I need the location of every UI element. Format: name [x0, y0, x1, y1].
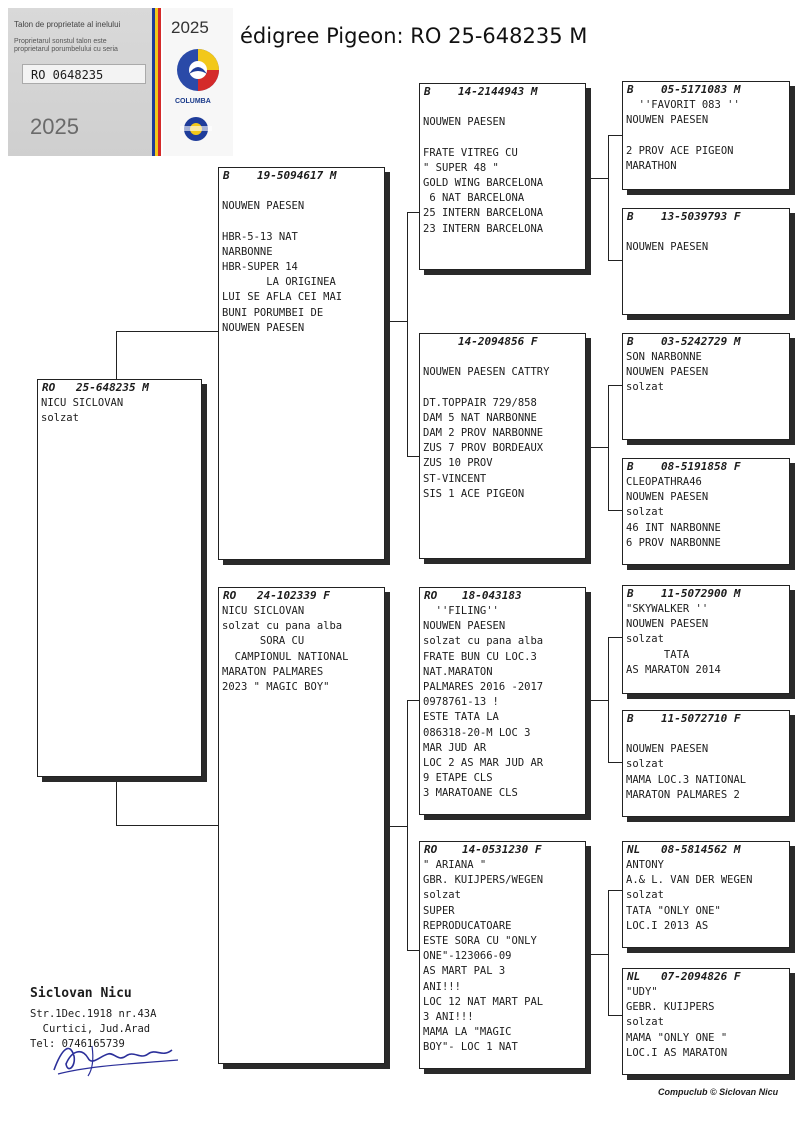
connector	[586, 447, 608, 448]
pigeon-detail-line: PALMARES 2016 -2017	[423, 680, 544, 693]
pigeon-card-5	[419, 587, 586, 815]
pigeon-card-10	[622, 458, 790, 565]
pigeon-detail-line: TATA "ONLY ONE"	[626, 904, 721, 917]
pigeon-header	[42, 381, 197, 395]
pigeon-country: B	[627, 83, 634, 96]
pigeon-detail-line: MAMA "ONLY ONE "	[626, 1031, 728, 1044]
pigeon-detail-line: NOUWEN PAESEN	[626, 366, 709, 379]
pigeon-detail-line: ''FAVORIT 083 ''	[626, 99, 740, 111]
pigeon-detail-line: NOUWEN PAESEN	[222, 200, 305, 213]
pigeon-detail-line: NOUWEN PAESEN CATTRY	[423, 366, 550, 379]
pigeon-detail-line: MAMA LOC.3 NATIONAL	[626, 773, 747, 786]
pigeon-detail-line: 2 PROV ACE PIGEON	[626, 144, 734, 157]
pigeon-country: B	[627, 335, 634, 348]
pigeon-header	[627, 843, 785, 857]
connector	[407, 700, 408, 950]
pigeon-detail-line: SUPER	[423, 904, 455, 917]
pigeon-header	[424, 85, 581, 99]
pigeon-detail-line	[423, 100, 583, 115]
pigeon-detail-line: ONE"-123066-09	[423, 950, 512, 963]
connector	[116, 777, 117, 825]
pigeon-detail-line: 0978761-13 !	[423, 696, 499, 709]
connector	[385, 321, 407, 322]
connector	[608, 510, 622, 511]
pigeon-ring-number: 13-5039793 F	[661, 210, 741, 223]
logo-year: 2025	[171, 18, 209, 37]
pigeon-detail-line: NOUWEN PAESEN	[222, 321, 305, 334]
pigeon-ring-number: 08-5191858 F	[661, 460, 741, 473]
pigeon-card-13	[622, 841, 790, 948]
pigeon-card-9	[622, 333, 790, 440]
pigeon-detail-line: NICU SICLOVAN	[41, 397, 124, 409]
pigeon-detail-line: NOUWEN PAESEN	[626, 114, 709, 127]
pigeon-detail-line: GOLD WING BARCELONA	[423, 176, 544, 189]
connector	[608, 385, 609, 510]
pigeon-details	[222, 604, 382, 695]
pigeon-detail-line: " SUPER 48 "	[423, 161, 499, 174]
pigeon-card-7	[622, 81, 790, 190]
connector	[608, 135, 622, 136]
pigeon-detail-line: NOUWEN PAESEN	[626, 743, 709, 756]
pigeon-detail-line: MAMA LA "MAGIC	[423, 1026, 512, 1039]
pigeon-detail-line: 46 INT NARBONNE	[626, 521, 721, 534]
pigeon-detail-line: CLEOPATHRA46	[626, 476, 702, 488]
pigeon-ring-number: 07-2094826 F	[661, 970, 741, 983]
pigeon-detail-line: 6 PROV NARBONNE	[626, 536, 721, 549]
pigeon-ring-number: 14-2144943 M	[458, 85, 538, 98]
pigeon-ring-number: 14-2094856 F	[458, 335, 538, 348]
pigeon-detail-line: 6 NAT BARCELONA	[423, 192, 525, 205]
connector	[407, 212, 408, 456]
pigeon-detail-line: MAR JUD AR	[423, 741, 487, 754]
pigeon-ring-number: 18-043183	[462, 589, 522, 602]
connector	[586, 700, 608, 701]
connector	[116, 331, 117, 379]
pigeon-card-8	[622, 208, 790, 315]
pigeon-detail-line: SIS 1 ACE PIGEON	[423, 487, 525, 500]
logo-name: COLUMBA	[175, 98, 211, 105]
pigeon-ring-number: 11-5072710 F	[661, 712, 741, 725]
pigeon-detail-line: solzat	[626, 889, 664, 902]
pigeon-detail-line: ANTONY	[626, 859, 664, 871]
pigeon-ring-number: 14-0531230 F	[462, 843, 542, 856]
pigeon-details	[41, 396, 199, 426]
pigeon-detail-line	[423, 130, 583, 145]
pigeon-detail-line: SON NARBONNE	[626, 351, 702, 363]
pigeon-detail-line: LUI SE AFLA CEI MAI	[222, 291, 343, 304]
pigeon-country: B	[223, 169, 230, 182]
pigeon-card-11	[622, 585, 790, 694]
pigeon-detail-line: ZUS 10 PROV	[423, 457, 493, 470]
pigeon-detail-line: solzat cu pana alba	[423, 635, 544, 648]
pigeon-detail-line: LOC 12 NAT MART PAL	[423, 995, 544, 1008]
pigeon-detail-line: LOC 2 AS MAR JUD AR	[423, 756, 544, 769]
pigeon-detail-line: AS MART PAL 3	[423, 965, 506, 978]
pigeon-ring-number: 03-5242729 M	[661, 335, 741, 348]
pigeon-detail-line: solzat	[626, 1016, 664, 1029]
pigeon-detail-line: LA ORIGINEA	[222, 276, 336, 289]
pigeon-detail-line: NICU SICLOVAN	[222, 605, 305, 617]
pigeon-detail-line: MARATON PALMARES 2	[626, 788, 740, 801]
pigeon-details	[423, 604, 583, 801]
pigeon-card-4	[419, 333, 586, 559]
pigeon-country: B	[627, 460, 634, 473]
pigeon-detail-line: BUNI PORUMBEI DE	[222, 306, 324, 319]
tag-ring-number: RO 0648235	[22, 64, 146, 84]
pigeon-detail-line: A.& L. VAN DER WEGEN	[626, 874, 753, 887]
pigeon-country: NL	[627, 970, 641, 983]
pigeon-detail-line: NOUWEN PAESEN	[626, 241, 709, 254]
pigeon-detail-line: 3 ANI!!!	[423, 1010, 474, 1023]
pigeon-country: B	[424, 85, 431, 98]
pigeon-details	[423, 100, 583, 237]
pigeon-header	[424, 589, 581, 603]
pigeon-detail-line: "SKYWALKER ''	[626, 603, 709, 615]
pigeon-detail-line: solzat	[41, 412, 79, 425]
pigeon-ring-number: 25-648235 M	[76, 381, 149, 394]
pigeon-details	[626, 985, 787, 1061]
pigeon-country: RO	[223, 589, 237, 602]
connector	[116, 331, 220, 332]
connector	[608, 637, 609, 762]
pigeon-detail-line: MARATHON	[626, 159, 677, 172]
pigeon-country: RO	[424, 843, 438, 856]
pigeon-ring-number: 05-5171083 M	[661, 83, 741, 96]
connector	[608, 135, 609, 260]
pigeon-details	[626, 225, 787, 255]
owner-address-city: Curtici, Jud.Arad	[30, 1023, 151, 1035]
pigeon-header	[424, 843, 581, 857]
pigeon-country: RO	[424, 589, 438, 602]
flag-stripe-red	[158, 8, 161, 156]
pigeon-detail-line: solzat cu pana alba	[222, 620, 343, 633]
pigeon-detail-line: DAM 2 PROV NARBONNE	[423, 426, 544, 439]
pigeon-detail-line: DAM 5 NAT NARBONNE	[423, 411, 537, 424]
pigeon-detail-line	[423, 350, 583, 365]
pigeon-country: B	[627, 712, 634, 725]
pigeon-country: NL	[627, 843, 641, 856]
pigeon-detail-line: CAMPIONUL NATIONAL	[222, 650, 349, 663]
pigeon-detail-line	[626, 225, 787, 240]
pigeon-ring-number: 11-5072900 M	[661, 587, 741, 600]
pigeon-card-2	[218, 587, 385, 1064]
pigeon-header	[627, 587, 785, 601]
pigeon-card-14	[622, 968, 790, 1075]
pigeon-detail-line: solzat	[626, 381, 664, 394]
pigeon-card-0	[37, 379, 202, 777]
pigeon-header	[627, 210, 785, 224]
connector	[586, 178, 608, 179]
pigeon-details	[423, 350, 583, 502]
connector	[608, 385, 622, 386]
pigeon-details	[626, 475, 787, 551]
connector	[608, 1015, 622, 1016]
pigeon-detail-line: ''FILING''	[423, 605, 499, 617]
pigeon-detail-line: 2023 " MAGIC BOY"	[222, 680, 330, 693]
pigeon-detail-line: NAT.MARATON	[423, 665, 493, 678]
connector	[608, 762, 622, 763]
pigeon-header	[627, 712, 785, 726]
pigeon-detail-line: NOUWEN PAESEN	[626, 491, 709, 504]
pigeon-ring-number: 24-102339 F	[257, 589, 330, 602]
pigeon-detail-line: REPRODUCATOARE	[423, 919, 512, 932]
federation-emblem-icon	[176, 114, 216, 144]
pigeon-detail-line: GEBR. KUIJPERS	[626, 1001, 715, 1014]
pigeon-details	[626, 98, 787, 174]
pigeon-detail-line: SORA CU	[222, 635, 305, 648]
pigeon-detail-line	[222, 214, 382, 229]
owner-phone: Tel: 0746165739	[30, 1038, 125, 1050]
pigeon-detail-line: " ARIANA "	[423, 859, 487, 871]
pigeon-detail-line: 23 INTERN BARCELONA	[423, 222, 544, 235]
pigeon-header	[424, 335, 581, 349]
pigeon-detail-line: HBR-5-13 NAT	[222, 230, 298, 243]
connector	[608, 890, 622, 891]
pigeon-country: B	[627, 210, 634, 223]
pigeon-detail-line: solzat	[423, 889, 461, 902]
pigeon-ring-number: 08-5814562 M	[661, 843, 741, 856]
pigeon-detail-line: LOC.I AS MARATON	[626, 1046, 728, 1059]
pigeon-detail-line: DT.TOPPAIR 729/858	[423, 396, 537, 409]
pigeon-details	[626, 350, 787, 396]
tag-year: 2025	[30, 114, 79, 139]
pigeon-detail-line: 9 ETAPE CLS	[423, 772, 493, 785]
pigeon-detail-line: FRATE BUN CU LOC.3	[423, 650, 537, 663]
connector	[385, 826, 407, 827]
pigeon-detail-line: solzat	[626, 506, 664, 519]
pigeon-detail-line: 086318-20-M LOC 3	[423, 726, 531, 739]
pigeon-details	[423, 858, 583, 1055]
owner-name: Siclovan Nicu	[30, 986, 132, 1001]
pigeon-detail-line: MARATON PALMARES	[222, 665, 324, 678]
tag-subtext: Proprietarul sonstul talon este proprietarul porumbelului cu seria	[14, 38, 118, 53]
pigeon-ring-number: 19-5094617 M	[257, 169, 337, 182]
pigeon-detail-line: BOY"- LOC 1 NAT	[423, 1041, 518, 1054]
pigeon-detail-line: ESTE TATA LA	[423, 711, 499, 724]
pigeon-detail-line: NOUWEN PAESEN	[423, 116, 506, 129]
pigeon-detail-line: 3 MARATOANE CLS	[423, 787, 518, 800]
pigeon-header	[223, 589, 380, 603]
pigeon-detail-line: ANI!!!	[423, 980, 461, 993]
pigeon-detail-line	[222, 184, 382, 199]
pigeon-detail-line: ZUS 7 PROV BORDEAUX	[423, 442, 544, 455]
pigeon-card-6	[419, 841, 586, 1069]
pigeon-country: B	[627, 587, 634, 600]
pigeon-country: RO	[42, 381, 56, 394]
connector	[608, 260, 622, 261]
pigeon-detail-line: NOUWEN PAESEN	[423, 620, 506, 633]
pigeon-details	[626, 727, 787, 803]
owner-address-street: Str.1Dec.1918 nr.43A	[30, 1008, 157, 1020]
pigeon-detail-line: solzat	[626, 633, 664, 646]
connector	[608, 890, 609, 1015]
pigeon-detail-line: "UDY"	[626, 986, 658, 998]
pigeon-detail-line: NOUWEN PAESEN	[626, 618, 709, 631]
tag-heading: Talon de proprietate al inelului	[14, 20, 121, 29]
pigeon-header	[627, 335, 785, 349]
handwritten-signature-icon	[48, 1036, 188, 1078]
connector	[116, 825, 220, 826]
pigeon-detail-line	[423, 380, 583, 395]
pigeon-card-1	[218, 167, 385, 560]
pigeon-details	[626, 858, 787, 934]
pigeon-detail-line: HBR-SUPER 14	[222, 260, 298, 273]
pigeon-header	[627, 460, 785, 474]
pigeon-detail-line: ESTE SORA CU "ONLY	[423, 934, 537, 947]
pigeon-detail-line: LOC.I 2013 AS	[626, 919, 709, 932]
pigeon-detail-line: solzat	[626, 758, 664, 771]
pigeon-detail-line: ST-VINCENT	[423, 472, 487, 485]
footer-credit: Compuclub © Siclovan Nicu	[658, 1087, 779, 1097]
columba-emblem-icon	[173, 44, 223, 96]
pigeon-detail-line: AS MARATON 2014	[626, 663, 721, 676]
pigeon-detail-line: TATA	[626, 648, 690, 661]
pigeon-detail-line	[626, 727, 787, 742]
pigeon-detail-line: 25 INTERN BARCELONA	[423, 207, 544, 220]
pigeon-header	[627, 83, 785, 97]
pigeon-detail-line: NARBONNE	[222, 245, 273, 258]
pigeon-card-3	[419, 83, 586, 270]
pigeon-header	[627, 970, 785, 984]
pigeon-details	[222, 184, 382, 336]
pigeon-detail-line: GBR. KUIJPERS/WEGEN	[423, 874, 544, 887]
pigeon-card-12	[622, 710, 790, 817]
connector	[608, 637, 622, 638]
pigeon-detail-line: FRATE VITREG CU	[423, 146, 518, 159]
page-title: édigree Pigeon: RO 25-648235 M	[240, 24, 588, 48]
connector	[586, 954, 608, 955]
pigeon-details	[626, 602, 787, 678]
pigeon-detail-line	[626, 128, 787, 143]
pigeon-header	[223, 169, 380, 183]
